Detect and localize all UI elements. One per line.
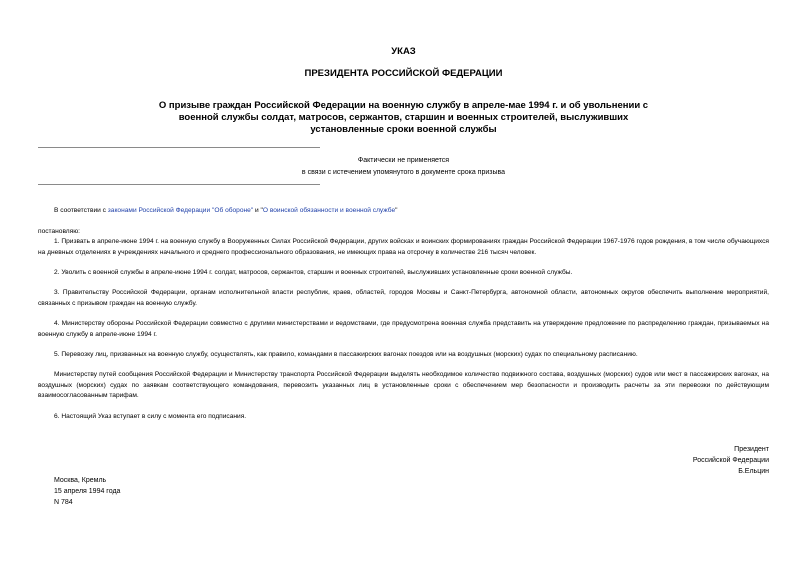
paragraph-4: 4. Министерству обороны Российской Федерации совместно с другими министерствами и ведомствами, где предусмотрена военная служба представить на утверждение предложение по распределению граждан, призываемых на военную службу в апреле-июне 1994 г. [38,320,769,338]
bottom-divider [38,184,320,185]
top-divider [38,147,320,148]
intro-paragraph [38,206,769,217]
signature-position: Президент [734,446,769,453]
military-service-law-link[interactable]: О воинской обязанности и военной службе [262,207,396,214]
decree-word: постановляю: [38,228,81,235]
signing-place: Москва, Кремль [54,477,107,484]
paragraph-2: 2. Уволить с военной службы в апреле-июне 1994 г. солдат, матросов, сержантов, старшин и военных строителей, выслуживших установленные сроки военной службы. [54,269,573,276]
decree-title: УКАЗ [391,46,416,57]
decree-subject: О призыве граждан Российской Федерации на военную службу в апреле-мае 1994 г. и об увольнении с военной службы солдат, матросов, сержантов, старшин и военных строителей, выслуживших установленные сроки военной службы [158,100,649,135]
signature-country: Российской Федерации [692,457,769,464]
decree-number: N 784 [54,499,73,506]
status-note-line-2: в связи с истечением упомянутого в документе срока призыва [301,169,506,176]
intro-prefix: В соответствии с [54,207,108,214]
intro-suffix: " [395,207,398,214]
paragraph-6: 6. Настоящий Указ вступает в силу с момента его подписания. [54,413,247,420]
paragraph-3: 3. Правительству Российской Федерации, органам исполнительной власти республик, краев, областей, городов Москвы и Санкт-Петербурга, автономной области, автономных округов обеспечить выполнение мероприятий, связанных с призывом граждан на военную службу. [38,289,769,307]
signing-date: 15 апреля 1994 года [54,488,121,495]
paragraph-1: 1. Призвать в апреле-июне 1994 г. на военную службу в Вооруженных Силах Российской Федерации, других войсках и воинских формированиях граждан Российской Федерации 1967-1976 годов рождения, в том числе обучающихся на дневных отделениях в учреждениях начального и среднего профессионального образования, не имеющих права на отсрочку в количестве 216 тысяч человек. [38,238,769,256]
paragraph-5: 5. Перевозку лиц, призванных на военную службу, осуществлять, как правило, командами в пассажирских вагонах поездов или на воздушных (морских) судах по специальному расписанию. [54,351,638,358]
issuer-title: ПРЕЗИДЕНТА РОССИЙСКОЙ ФЕДЕРАЦИИ [304,68,503,79]
status-note-line-1: Фактически не применяется [357,157,450,164]
intro-middle: и " [253,207,263,214]
paragraph-5-continued: Министерству путей сообщения Российской Федерации и Министерству транспорта Российской Федерации выделять необходимое количество подвижного состава, воздушных (морских) судов или мест в пассажирских вагонах, на воздушных (морских) судах по заявкам соответствующего командования, перевозить указанных лиц в установленные сроки с обеспечением мер безопасности и производить расчеты за эти перевозки по действующим взаимосогласованным тарифам. [38,371,769,399]
defense-law-link[interactable]: законами Российской Федерации "Об обороне" [107,207,254,214]
signature-name: Б.Ельцин [738,468,769,475]
